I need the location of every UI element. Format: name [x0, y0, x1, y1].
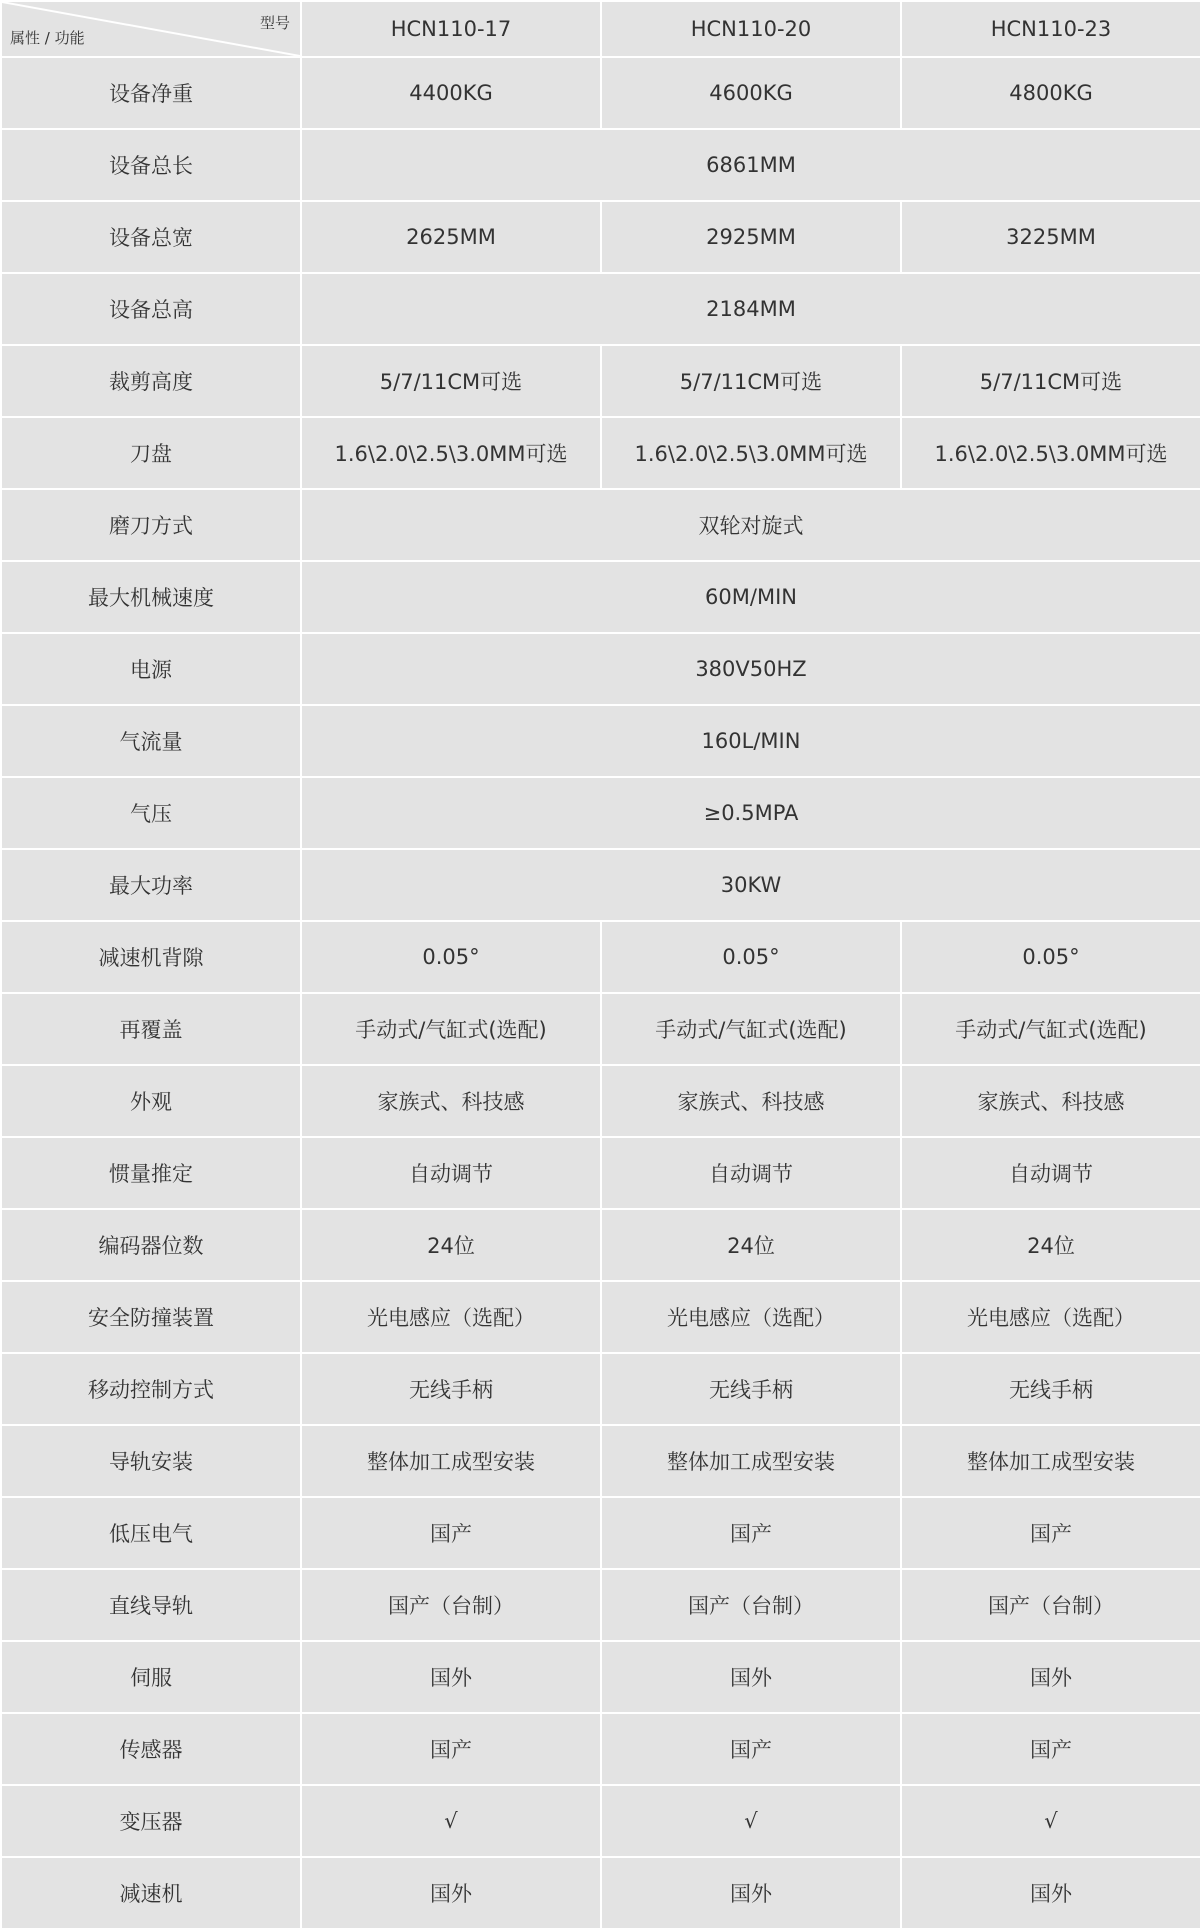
- model-value-cell: 无线手柄: [901, 1353, 1200, 1425]
- attribute-label-cell: 设备总高: [1, 273, 301, 345]
- model-header-cell: HCN110-23: [901, 1, 1200, 57]
- attribute-label-cell: 气流量: [1, 705, 301, 777]
- model-value-cell: 整体加工成型安装: [301, 1425, 601, 1497]
- shared-value-cell: 60M/MIN: [301, 561, 1200, 633]
- attribute-label-cell: 直线导轨: [1, 1569, 301, 1641]
- model-value-cell: √: [301, 1785, 601, 1857]
- model-value-cell: 国产（台制）: [901, 1569, 1200, 1641]
- attribute-label-cell: 设备总宽: [1, 201, 301, 273]
- spec-row: [1, 1137, 1200, 1209]
- model-value-cell: 4600KG: [601, 57, 901, 129]
- model-value-cell: 国产: [301, 1713, 601, 1785]
- attribute-label-cell: 最大功率: [1, 849, 301, 921]
- spec-row: [1, 417, 1200, 489]
- model-value-cell: 国外: [301, 1641, 601, 1713]
- attribute-label-cell: 安全防撞装置: [1, 1281, 301, 1353]
- spec-row: [1, 1713, 1200, 1785]
- model-header-cell: HCN110-17: [301, 1, 601, 57]
- model-value-cell: 自动调节: [301, 1137, 601, 1209]
- shared-value-cell: 2184MM: [301, 273, 1200, 345]
- shared-value-cell: 30KW: [301, 849, 1200, 921]
- spec-row: [1, 345, 1200, 417]
- model-value-cell: 3225MM: [901, 201, 1200, 273]
- model-value-cell: 5/7/11CM可选: [601, 345, 901, 417]
- spec-row: [1, 1353, 1200, 1425]
- model-value-cell: 2925MM: [601, 201, 901, 273]
- spec-row: [1, 201, 1200, 273]
- spec-row: [1, 921, 1200, 993]
- model-value-cell: 国外: [601, 1857, 901, 1929]
- model-value-cell: 国产: [601, 1713, 901, 1785]
- model-value-cell: 0.05°: [601, 921, 901, 993]
- attribute-label-cell: 减速机背隙: [1, 921, 301, 993]
- model-value-cell: 1.6\2.0\2.5\3.0MM可选: [601, 417, 901, 489]
- spec-row: [1, 1857, 1200, 1929]
- model-value-cell: √: [901, 1785, 1200, 1857]
- attribute-label-cell: 传感器: [1, 1713, 301, 1785]
- shared-value-cell: 双轮对旋式: [301, 489, 1200, 561]
- attribute-label-cell: 刀盘: [1, 417, 301, 489]
- corner-attribute-label: 属性 / 功能: [10, 29, 85, 47]
- model-value-cell: 整体加工成型安装: [901, 1425, 1200, 1497]
- attribute-label-cell: 减速机: [1, 1857, 301, 1929]
- shared-value-cell: 160L/MIN: [301, 705, 1200, 777]
- model-value-cell: 5/7/11CM可选: [301, 345, 601, 417]
- model-value-cell: 5/7/11CM可选: [901, 345, 1200, 417]
- model-value-cell: 国外: [301, 1857, 601, 1929]
- model-value-cell: 0.05°: [301, 921, 601, 993]
- shared-value-cell: 380V50HZ: [301, 633, 1200, 705]
- model-value-cell: 国产: [901, 1497, 1200, 1569]
- spec-row: [1, 1641, 1200, 1713]
- model-value-cell: 光电感应（选配）: [901, 1281, 1200, 1353]
- model-value-cell: 家族式、科技感: [301, 1065, 601, 1137]
- attribute-label-cell: 低压电气: [1, 1497, 301, 1569]
- spec-row: [1, 561, 1200, 633]
- model-value-cell: 24位: [301, 1209, 601, 1281]
- model-value-cell: 国产: [301, 1497, 601, 1569]
- model-value-cell: 手动式/气缸式(选配): [301, 993, 601, 1065]
- spec-row: [1, 129, 1200, 201]
- attribute-label-cell: 电源: [1, 633, 301, 705]
- attribute-label-cell: 裁剪高度: [1, 345, 301, 417]
- model-value-cell: 1.6\2.0\2.5\3.0MM可选: [901, 417, 1200, 489]
- attribute-label-cell: 设备净重: [1, 57, 301, 129]
- spec-row: [1, 705, 1200, 777]
- model-value-cell: 整体加工成型安装: [601, 1425, 901, 1497]
- corner-model-label: 型号: [259, 14, 290, 32]
- header-corner-cell: [1, 1, 301, 57]
- model-value-cell: 家族式、科技感: [601, 1065, 901, 1137]
- model-value-cell: 2625MM: [301, 201, 601, 273]
- model-value-cell: 1.6\2.0\2.5\3.0MM可选: [301, 417, 601, 489]
- attribute-label-cell: 再覆盖: [1, 993, 301, 1065]
- spec-table-body: [1, 1, 1200, 1929]
- model-value-cell: 自动调节: [901, 1137, 1200, 1209]
- spec-row: [1, 1785, 1200, 1857]
- attribute-label-cell: 编码器位数: [1, 1209, 301, 1281]
- header-row: [1, 1, 1200, 57]
- model-value-cell: 国产（台制）: [301, 1569, 601, 1641]
- model-value-cell: √: [601, 1785, 901, 1857]
- spec-row: [1, 1281, 1200, 1353]
- attribute-label-cell: 气压: [1, 777, 301, 849]
- spec-row: [1, 1209, 1200, 1281]
- model-value-cell: 家族式、科技感: [901, 1065, 1200, 1137]
- model-value-cell: 0.05°: [901, 921, 1200, 993]
- spec-row: [1, 1497, 1200, 1569]
- model-header-cell: HCN110-20: [601, 1, 901, 57]
- model-value-cell: 国外: [601, 1641, 901, 1713]
- attribute-label-cell: 移动控制方式: [1, 1353, 301, 1425]
- model-value-cell: 光电感应（选配）: [301, 1281, 601, 1353]
- model-value-cell: 手动式/气缸式(选配): [901, 993, 1200, 1065]
- model-value-cell: 无线手柄: [601, 1353, 901, 1425]
- shared-value-cell: ≥0.5MPA: [301, 777, 1200, 849]
- attribute-label-cell: 磨刀方式: [1, 489, 301, 561]
- model-value-cell: 手动式/气缸式(选配): [601, 993, 901, 1065]
- model-value-cell: 国产（台制）: [601, 1569, 901, 1641]
- spec-row: [1, 1425, 1200, 1497]
- spec-row: [1, 849, 1200, 921]
- model-value-cell: 24位: [601, 1209, 901, 1281]
- model-value-cell: 自动调节: [601, 1137, 901, 1209]
- attribute-label-cell: 惯量推定: [1, 1137, 301, 1209]
- attribute-label-cell: 最大机械速度: [1, 561, 301, 633]
- model-value-cell: 24位: [901, 1209, 1200, 1281]
- attribute-label-cell: 伺服: [1, 1641, 301, 1713]
- model-value-cell: 无线手柄: [301, 1353, 601, 1425]
- spec-row: [1, 57, 1200, 129]
- spec-row: [1, 777, 1200, 849]
- model-value-cell: 4800KG: [901, 57, 1200, 129]
- shared-value-cell: 6861MM: [301, 129, 1200, 201]
- model-value-cell: 国产: [901, 1713, 1200, 1785]
- spec-row: [1, 1065, 1200, 1137]
- spec-row: [1, 993, 1200, 1065]
- attribute-label-cell: 导轨安装: [1, 1425, 301, 1497]
- attribute-label-cell: 变压器: [1, 1785, 301, 1857]
- model-value-cell: 4400KG: [301, 57, 601, 129]
- model-value-cell: 国外: [901, 1857, 1200, 1929]
- spec-row: [1, 273, 1200, 345]
- model-value-cell: 光电感应（选配）: [601, 1281, 901, 1353]
- model-value-cell: 国外: [901, 1641, 1200, 1713]
- model-value-cell: 国产: [601, 1497, 901, 1569]
- attribute-label-cell: 外观: [1, 1065, 301, 1137]
- attribute-label-cell: 设备总长: [1, 129, 301, 201]
- spec-row: [1, 633, 1200, 705]
- spec-row: [1, 1569, 1200, 1641]
- spec-row: [1, 489, 1200, 561]
